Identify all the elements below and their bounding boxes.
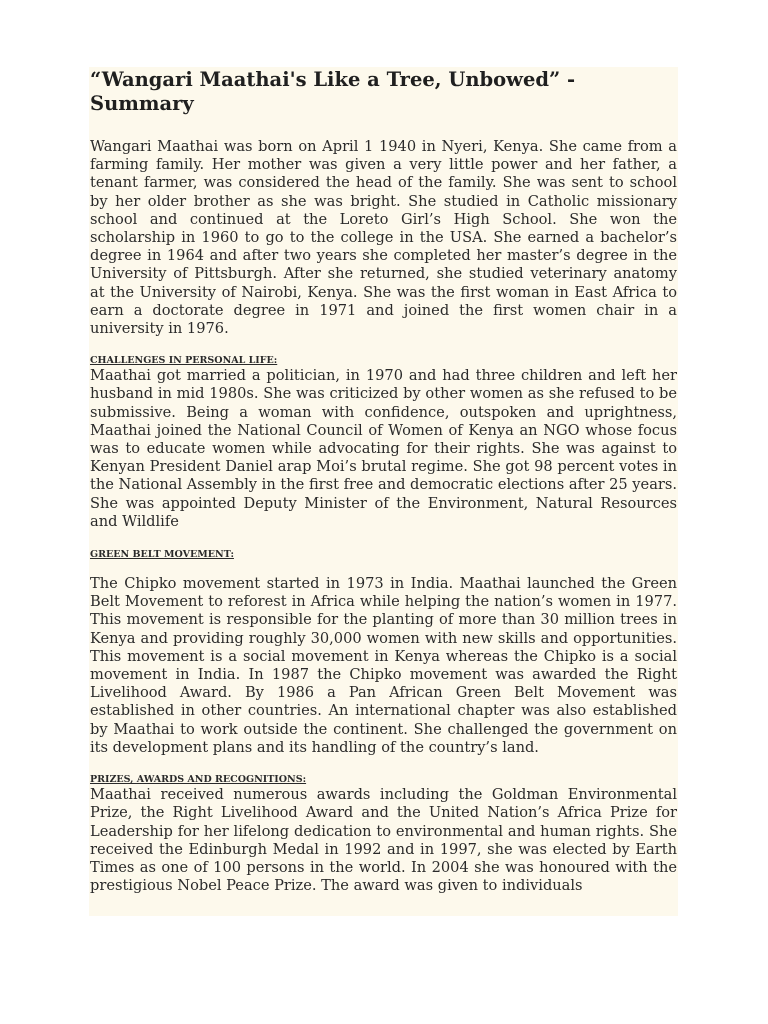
section-heading-green-belt: GREEN BELT MOVEMENT: <box>90 549 234 561</box>
document-content <box>90 68 677 895</box>
intro-paragraph: Wangari Maathai was born on April 1 1940 in Nyeri, Kenya. She came from a farming family. Her mother was given a very little power and her father, a tenant farmer, was considered the head of the family. She was sent to school by her older brother as she was bright. She studied in Catholic missionary school and continued at the Loreto Girl’s High School. She won the scholarship in 1960 to go to the college in the USA. She earned a bachelor’s degree in 1964 and after two years she completed her master’s degree in the University of Pittsburgh. After she returned, she studied veterinary anatomy at the University of Nairobi, Kenya. She was the first woman in East Africa to earn a doctorate degree in 1971 and joined the first women chair in a university in 1976. <box>90 138 677 338</box>
section-heading-prizes: PRIZES, AWARDS AND RECOGNITIONS: <box>90 774 307 786</box>
section-body-challenges: Maathai got married a politician, in 1970 and had three children and left her husband in mid 1980s. She was criticized by other women as she refused to be submissive. Being a woman with confidence, outspoken and uprightness, Maathai joined the National Council of Women of Kenya an NGO whose focus was to educate women while advocating for their rights. She was against to Kenyan President Daniel arap Moi’s brutal regime. She got 98 percent votes in the National Assembly in the first free and democratic elections after 25 years. She was appointed Deputy Minister of the Environment, Natural Resources and Wildlife <box>90 367 677 530</box>
section-heading-challenges: CHALLENGES IN PERSONAL LIFE: <box>90 355 278 367</box>
section-body-green-belt: The Chipko movement started in 1973 in India. Maathai launched the Green Belt Movement to reforest in Africa while helping the nation’s women in 1977. This movement is responsible for the planting of more than 30 million trees in Kenya and providing roughly 30,000 women with new skills and opportunities. This movement is a social movement in Kenya whereas the Chipko is a social movement in India. In 1987 the Chipko movement was awarded the Right Livelihood Award. By 1986 a Pan African Green Belt Movement was established in other countries. An international chapter was also established by Maathai to work outside the continent. She challenged the government on its development plans and its handling of the country’s land. <box>90 575 677 756</box>
section-body-prizes: Maathai received numerous awards including the Goldman Environmental Prize, the Right Livelihood Award and the United Nation’s Africa Prize for Leadership for her lifelong dedication to environmental and human rights. She received the Edinburgh Medal in 1992 and in 1997, she was elected by Earth Times as one of 100 persons in the world. In 2004 she was honoured with the prestigious Nobel Peace Prize. The award was given to individuals <box>90 786 677 895</box>
document-title: “Wangari Maathai's Like a Tree, Unbowed” - Summary <box>90 68 576 115</box>
page-bottom-margin <box>0 916 768 1024</box>
